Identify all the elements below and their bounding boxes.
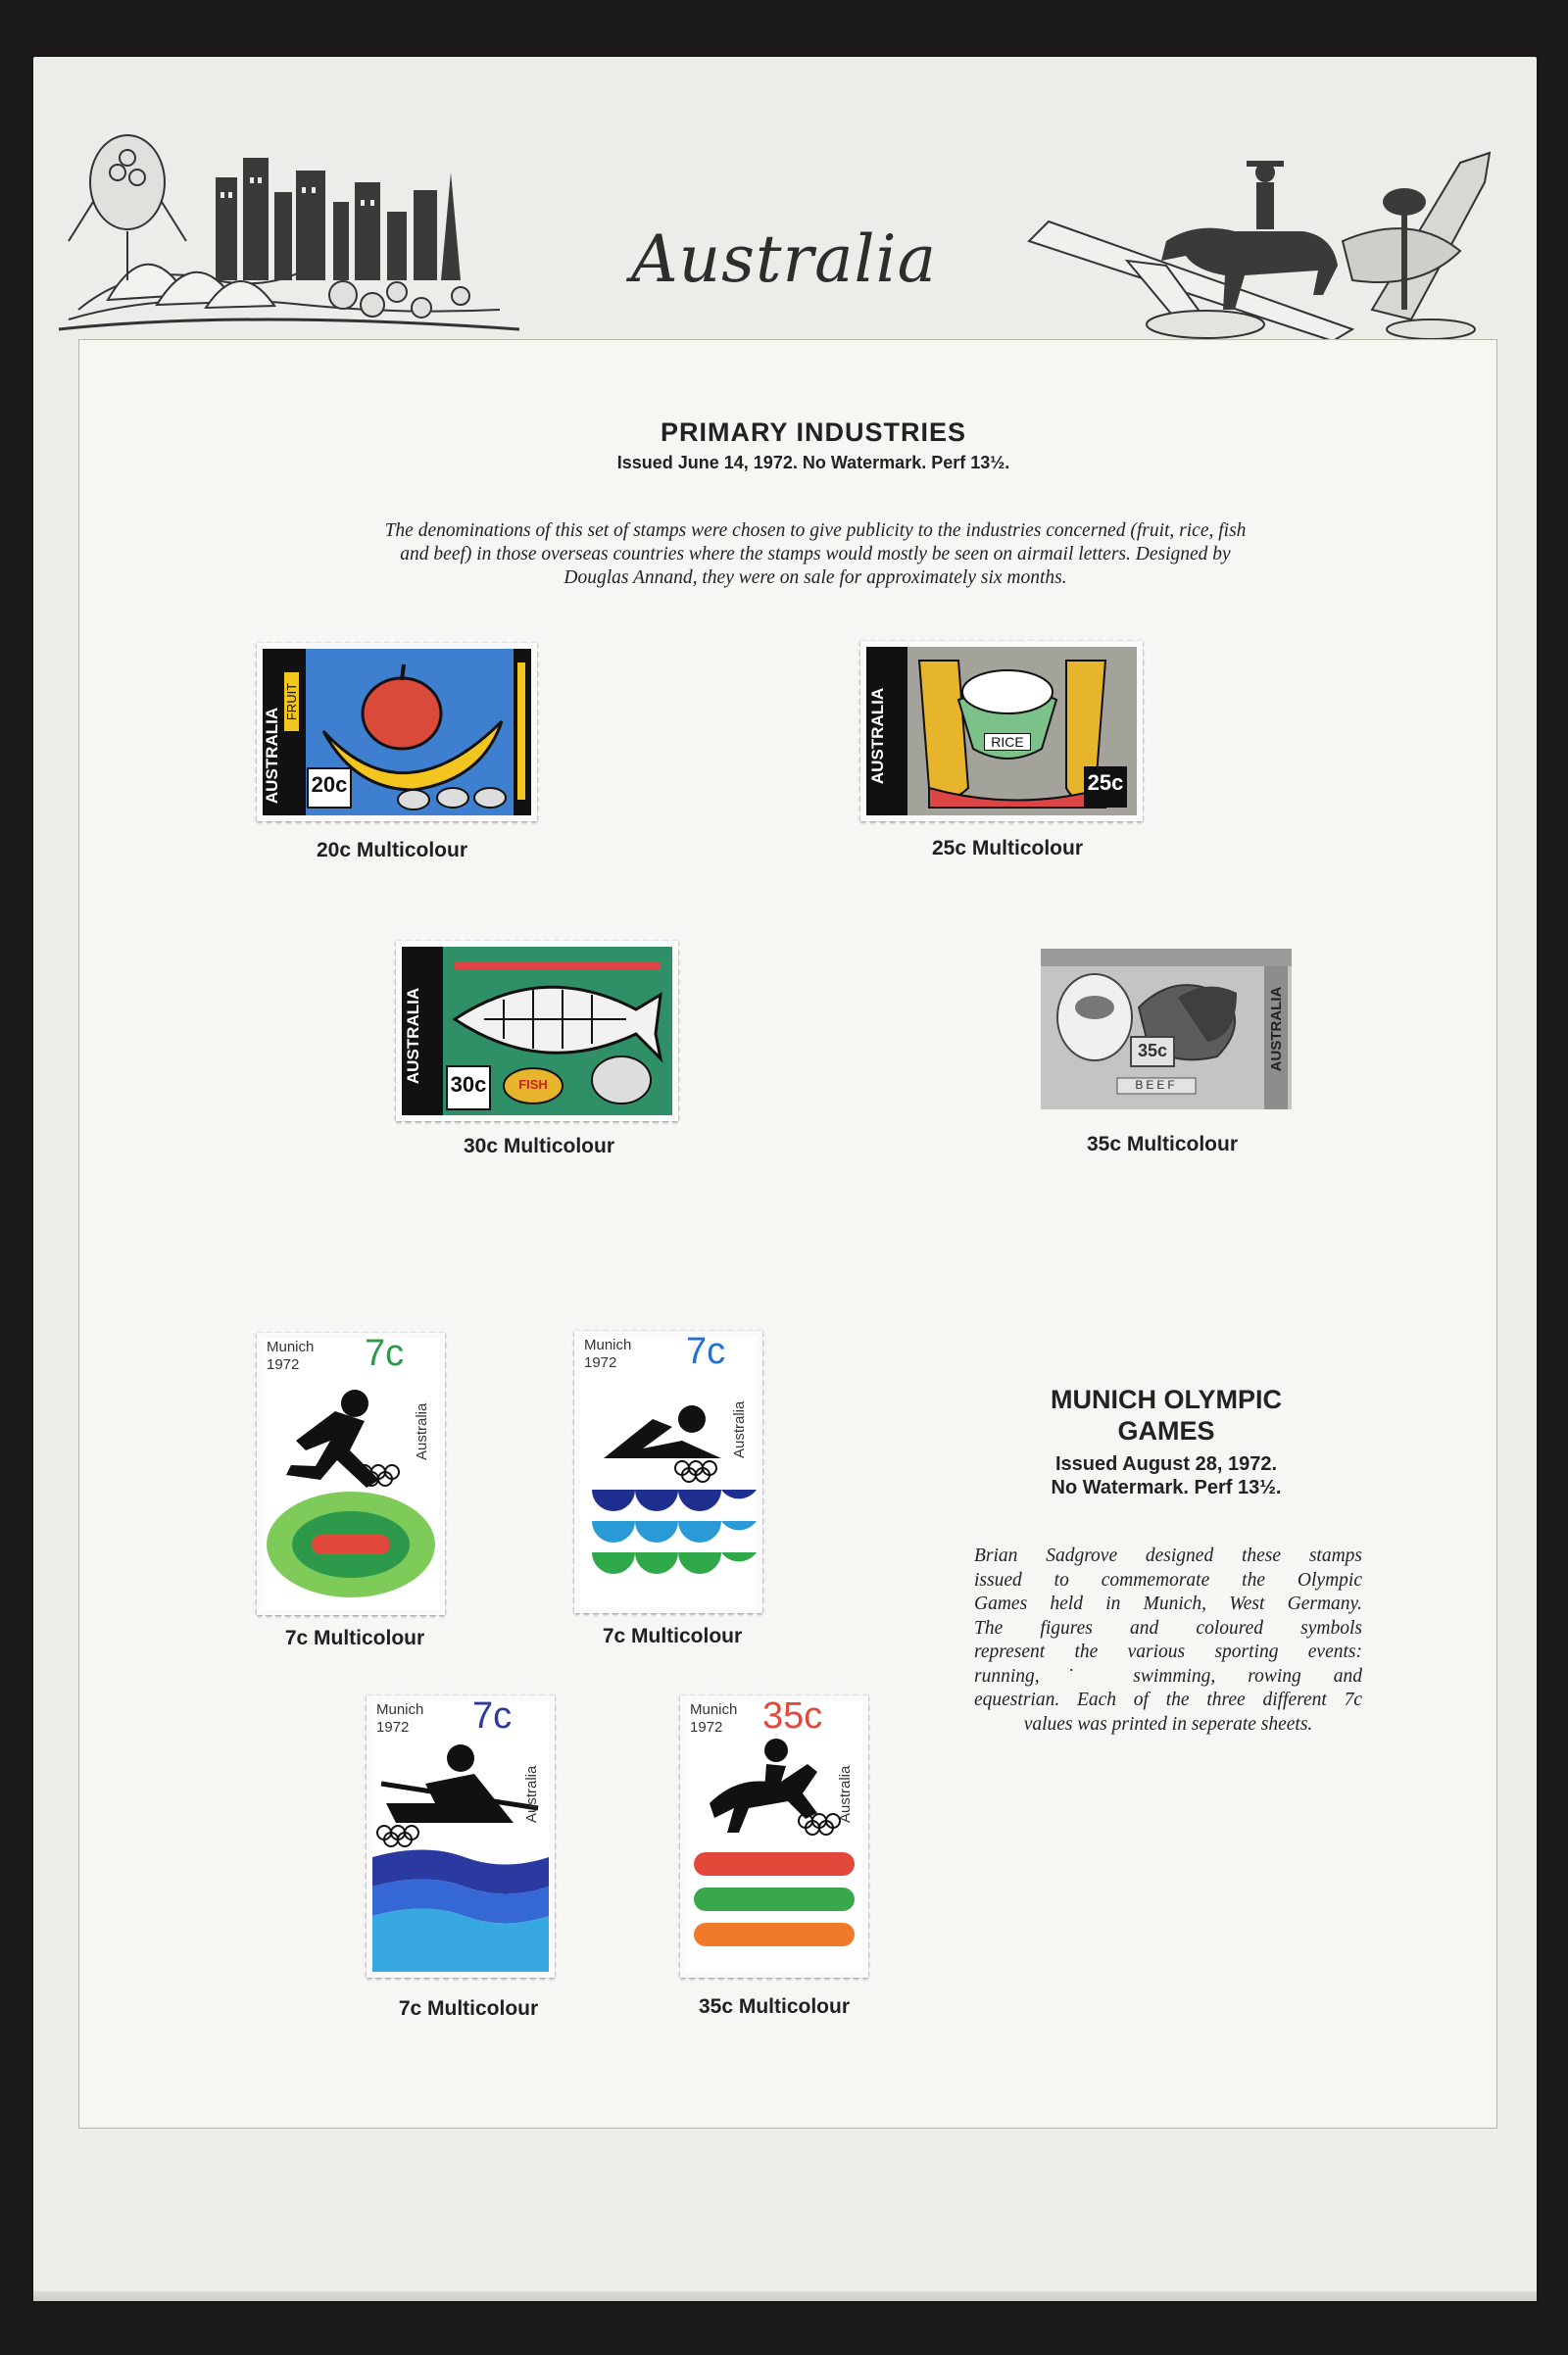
description-line: and beef) in those overseas countries where the stamps would mostly be seen on airmail letters. Designed by: [400, 544, 1231, 564]
stamp-olympic-swimming-7c: [574, 1331, 762, 1613]
stamp-place: Munich: [376, 1701, 424, 1718]
description-line: Douglas Annand, they were on sale for approximately six months.: [564, 567, 1067, 588]
stamp-year: 1972: [690, 1719, 723, 1736]
description-line: equestrian. Each of the three different 7c: [974, 1690, 1362, 1710]
stamp-year: 1972: [267, 1356, 300, 1373]
stamp-caption: 20c Multicolour: [316, 839, 468, 861]
stamp-fish-30c: [396, 941, 678, 1121]
olympic-title-line: GAMES: [1117, 1416, 1215, 1446]
stamp-value: 30c: [450, 1072, 487, 1097]
description-line: running,˙ swimming, rowing and: [974, 1665, 1362, 1687]
stamp-caption: 7c Multicolour: [602, 1625, 743, 1647]
stamp-word: FISH: [518, 1077, 548, 1092]
stamp-caption: 35c Multicolour: [1086, 1133, 1239, 1155]
stamp-value: 35c: [762, 1695, 823, 1737]
stamp-value: 25c: [1087, 770, 1124, 795]
olympic-issued-line: Issued August 28, 1972.: [1054, 1453, 1277, 1475]
stamp-country: AUSTRALIA: [868, 687, 887, 785]
olympic-description: [974, 1545, 1362, 1737]
description-line: Games held in Munich, West Germany.: [974, 1594, 1362, 1614]
stamp-caption: 30c Multicolour: [463, 1135, 615, 1157]
stamp-country: Australia: [523, 1765, 540, 1823]
description-line: The figures and coloured symbols: [974, 1617, 1362, 1639]
stamp-country: AUSTRALIA: [404, 987, 422, 1085]
primary-industries-title: PRIMARY INDUSTRIES: [660, 417, 967, 447]
description-line: values was printed in seperate sheets.: [1023, 1713, 1313, 1735]
olympic-issued-line: No Watermark. Perf 13½.: [1051, 1477, 1282, 1498]
primary-industries-issued: Issued June 14, 1972. No Watermark. Perf 13½.: [616, 453, 1010, 472]
olympic-title: [960, 1384, 1372, 1447]
stamp-country: AUSTRALIA: [263, 707, 281, 805]
stamp-olympic-running-7c: [257, 1333, 445, 1615]
stamp-value: 35c: [1137, 1041, 1168, 1060]
description-line: represent the various sporting events:: [974, 1642, 1362, 1662]
stamp-olympic-rowing-7c: [367, 1695, 555, 1978]
stamp-value: 7c: [686, 1331, 726, 1372]
stamp-fruit-20c: [257, 643, 537, 821]
stamp-country: Australia: [414, 1402, 430, 1460]
stamp-place: Munich: [690, 1701, 738, 1718]
stamp-beef-35c: [1041, 949, 1292, 1109]
stamp-year: 1972: [584, 1354, 617, 1371]
stamp-country: Australia: [731, 1400, 748, 1458]
stamp-rice-25c: [860, 641, 1143, 821]
stamp-year: 1972: [376, 1719, 410, 1736]
stamp-olympic-equestrian-35c: [680, 1695, 868, 1978]
header-illustration: [49, 84, 1519, 349]
olympic-issued: [970, 1452, 1362, 1499]
description-line: Brian Sadgrove designed these stamps: [974, 1545, 1362, 1566]
stamp-country: Australia: [837, 1765, 854, 1823]
stamp-caption: 35c Multicolour: [698, 1995, 851, 2018]
stamp-caption: 7c Multicolour: [284, 1627, 425, 1649]
header-title: Australia: [630, 221, 938, 297]
description-line: The denominations of this set of stamps were chosen to give publicity to the industries concerned (fruit, rice, fish: [384, 520, 1247, 541]
stamp-place: Munich: [267, 1339, 315, 1355]
stamp-value: 7c: [365, 1333, 405, 1374]
stamp-word: BEEF: [1135, 1078, 1178, 1092]
stamp-word: RICE: [984, 733, 1031, 751]
stamp-word: FRUIT: [284, 672, 299, 731]
stamp-value: 7c: [472, 1695, 513, 1737]
stamp-value: 20c: [311, 772, 348, 797]
stamp-country: AUSTRALIA: [1268, 986, 1285, 1072]
stamp-place: Munich: [584, 1337, 632, 1353]
description-line: issued to commemorate the Olympic: [974, 1569, 1362, 1591]
stamp-caption: 7c Multicolour: [398, 1997, 539, 2020]
stamp-caption: 25c Multicolour: [931, 837, 1084, 859]
page-bottom-edge: [33, 2291, 1537, 2301]
olympic-title-line: MUNICH OLYMPIC: [1050, 1385, 1282, 1414]
primary-industries-description: [257, 519, 1374, 590]
page-header: [49, 84, 1519, 349]
